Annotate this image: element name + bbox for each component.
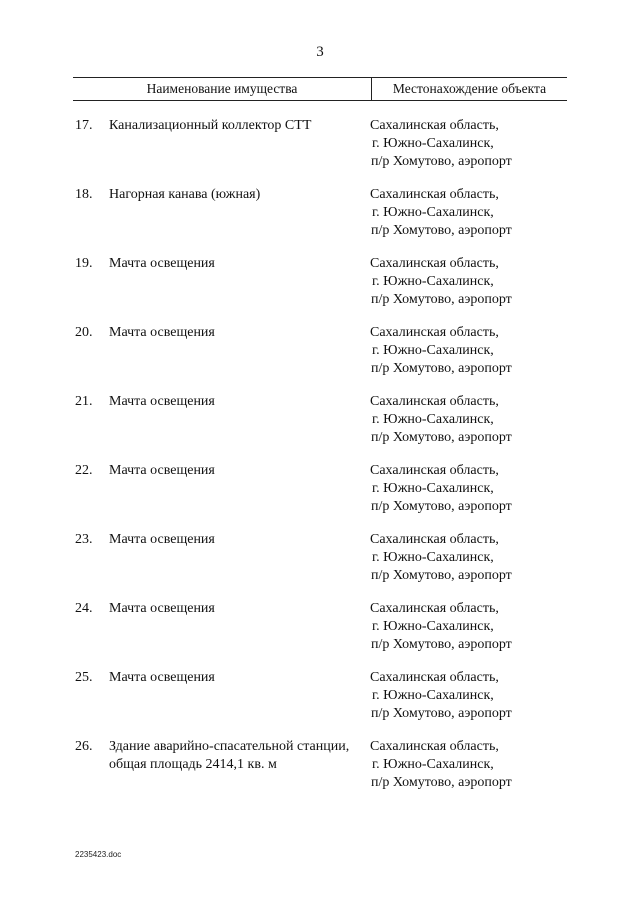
location-line: г. Южно-Сахалинск,	[372, 205, 494, 220]
location-line: Сахалинская область,	[370, 256, 499, 271]
location-line: Сахалинская область,	[370, 394, 499, 409]
property-name	[109, 255, 371, 273]
property-name	[109, 669, 371, 687]
table-row	[0, 117, 640, 186]
property-name-line: общая площадь 2414,1 кв. м	[109, 757, 277, 772]
property-name-line: Мачта освещения	[109, 463, 215, 478]
location-line: г. Южно-Сахалинск,	[372, 136, 494, 151]
property-location	[370, 117, 570, 171]
row-number: 19.	[75, 256, 93, 271]
table-row	[0, 738, 640, 807]
property-list	[0, 117, 640, 807]
property-name-line: Мачта освещения	[109, 394, 215, 409]
location-line: г. Южно-Сахалинск,	[372, 757, 494, 772]
property-location	[370, 738, 570, 792]
property-name	[109, 531, 371, 549]
table-row	[0, 531, 640, 600]
location-line: г. Южно-Сахалинск,	[372, 274, 494, 289]
location-line: Сахалинская область,	[370, 532, 499, 547]
document-file-id: 2235423.doc	[75, 850, 122, 859]
row-number: 24.	[75, 601, 93, 616]
location-line: Сахалинская область,	[370, 463, 499, 478]
location-line: Сахалинская область,	[370, 601, 499, 616]
property-location	[370, 393, 570, 447]
row-number: 18.	[75, 187, 93, 202]
page-number: 3	[316, 44, 324, 60]
location-line: г. Южно-Сахалинск,	[372, 343, 494, 358]
property-name-line: Мачта освещения	[109, 670, 215, 685]
row-number: 26.	[75, 739, 93, 754]
property-name	[109, 324, 371, 342]
property-name	[109, 393, 371, 411]
property-name	[109, 738, 371, 774]
property-name	[109, 117, 371, 135]
location-line: п/р Хомутово, аэропорт	[371, 154, 512, 169]
property-name-line: Мачта освещения	[109, 256, 215, 271]
table-row	[0, 186, 640, 255]
property-location	[370, 600, 570, 654]
property-name-line: Нагорная канава (южная)	[109, 187, 261, 202]
property-name-line: Мачта освещения	[109, 532, 215, 547]
property-location	[370, 669, 570, 723]
location-line: Сахалинская область,	[370, 118, 499, 133]
location-line: г. Южно-Сахалинск,	[372, 619, 494, 634]
location-line: п/р Хомутово, аэропорт	[371, 706, 512, 721]
location-line: Сахалинская область,	[370, 187, 499, 202]
property-name	[109, 600, 371, 618]
row-number: 23.	[75, 532, 93, 547]
property-name-line: Мачта освещения	[109, 325, 215, 340]
property-location	[370, 255, 570, 309]
table-header	[73, 77, 567, 101]
location-line: п/р Хомутово, аэропорт	[371, 775, 512, 790]
location-line: Сахалинская область,	[370, 325, 499, 340]
property-name	[109, 462, 371, 480]
location-line: п/р Хомутово, аэропорт	[371, 430, 512, 445]
location-line: Сахалинская область,	[370, 739, 499, 754]
row-number: 22.	[75, 463, 93, 478]
table-row	[0, 600, 640, 669]
table-row	[0, 669, 640, 738]
property-location	[370, 186, 570, 240]
row-number: 17.	[75, 118, 93, 133]
table-row	[0, 462, 640, 531]
table-row	[0, 255, 640, 324]
row-number: 21.	[75, 394, 93, 409]
location-line: г. Южно-Сахалинск,	[372, 550, 494, 565]
property-location	[370, 324, 570, 378]
location-line: п/р Хомутово, аэропорт	[371, 637, 512, 652]
location-line: п/р Хомутово, аэропорт	[371, 223, 512, 238]
property-name-line: Мачта освещения	[109, 601, 215, 616]
column-header-location: Местонахождение объекта	[392, 81, 547, 96]
location-line: п/р Хомутово, аэропорт	[371, 499, 512, 514]
location-line: г. Южно-Сахалинск,	[372, 688, 494, 703]
table-row	[0, 393, 640, 462]
location-line: п/р Хомутово, аэропорт	[371, 568, 512, 583]
location-line: г. Южно-Сахалинск,	[372, 412, 494, 427]
property-location	[370, 531, 570, 585]
property-name-line: Здание аварийно-спасательной станции,	[109, 739, 350, 754]
location-line: п/р Хомутово, аэропорт	[371, 361, 512, 376]
column-header-name: Наименование имущества	[73, 78, 372, 100]
table-row	[0, 324, 640, 393]
property-name-line: Канализационный коллектор СТТ	[109, 118, 312, 133]
property-location	[370, 462, 570, 516]
row-number: 20.	[75, 325, 93, 340]
location-line: г. Южно-Сахалинск,	[372, 481, 494, 496]
row-number: 25.	[75, 670, 93, 685]
location-line: п/р Хомутово, аэропорт	[371, 292, 512, 307]
location-line: Сахалинская область,	[370, 670, 499, 685]
property-name	[109, 186, 371, 204]
